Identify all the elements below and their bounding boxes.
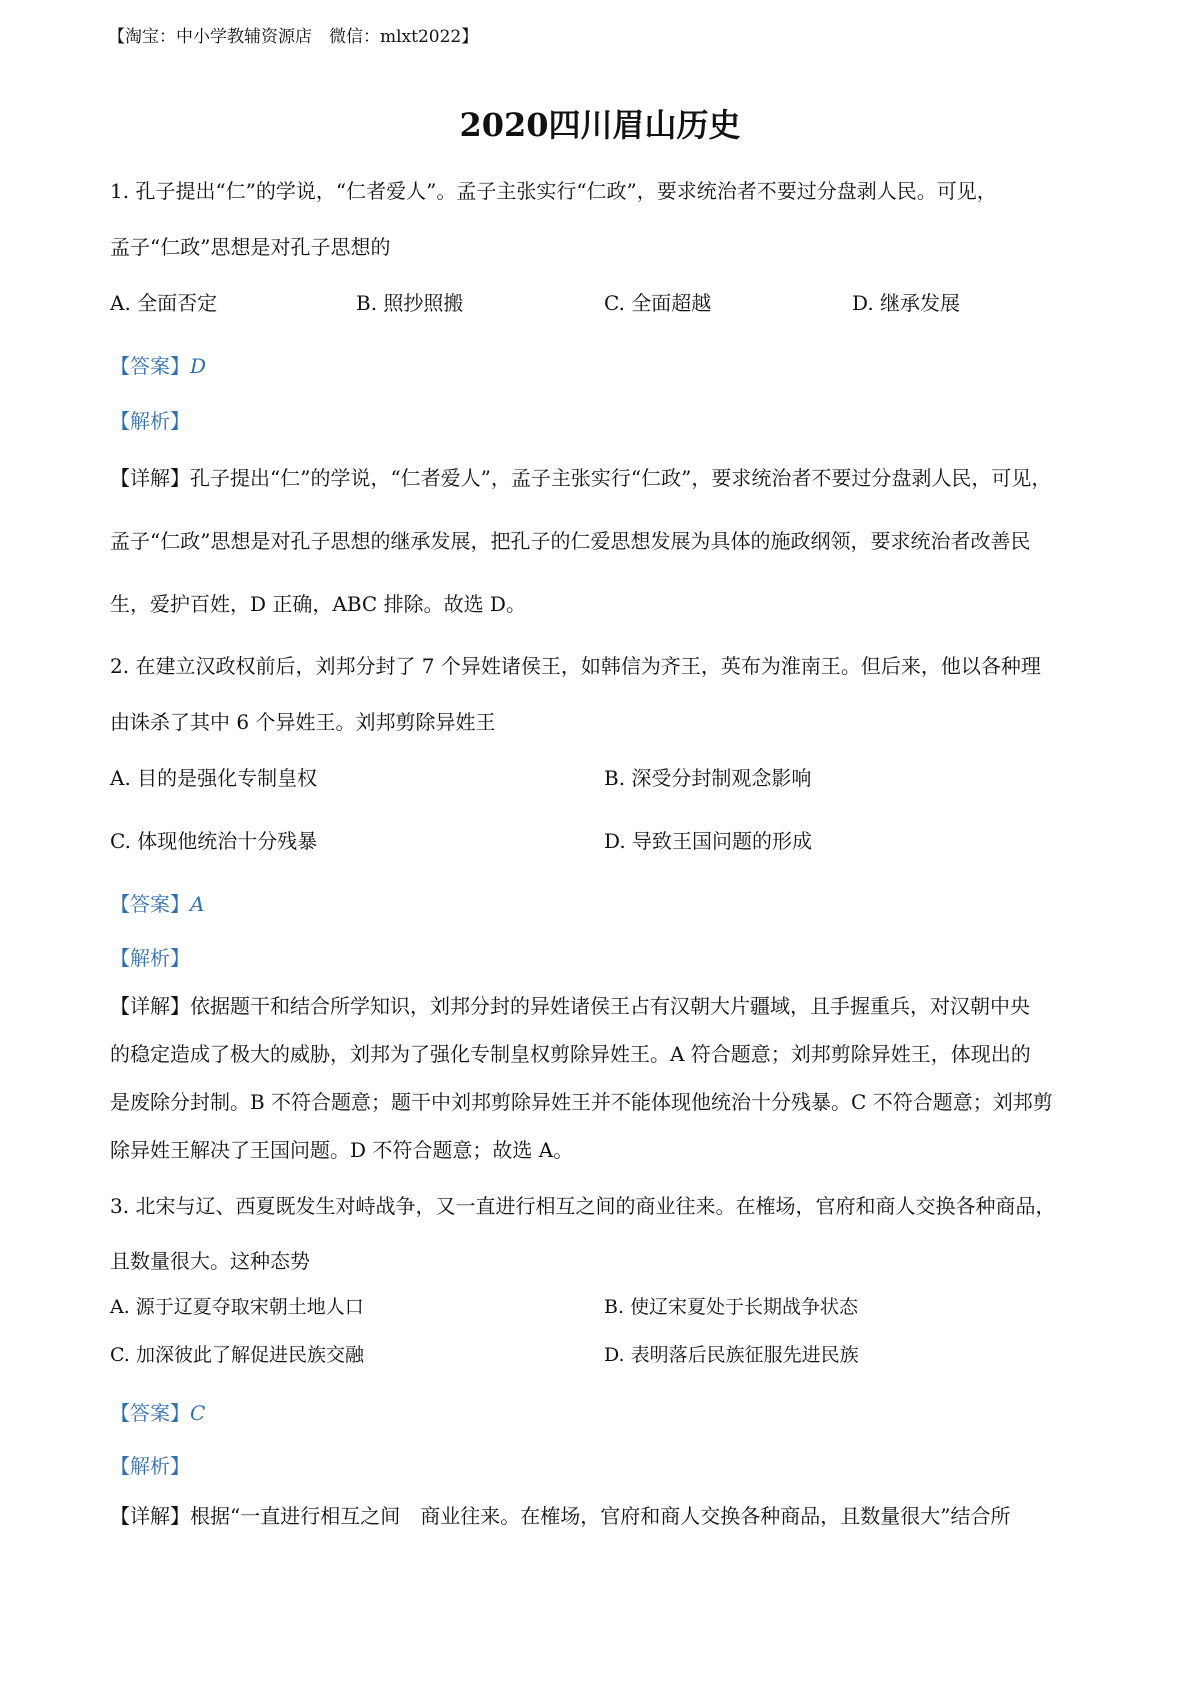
- answer-value: C: [190, 1401, 206, 1425]
- q2-option-a: A. 目的是强化专制皇权: [110, 766, 318, 790]
- q1-option-d: D. 继承发展: [852, 291, 961, 315]
- q3-stem-line1: 3. 北宋与辽、西夏既发生对峙战争，又一直进行相互之间的商业往来。在榷场，官府和商人交换各种商品，: [110, 1194, 1056, 1218]
- q2-detail-line1: 【详解】依据题干和结合所学知识，刘邦分封的异姓诸侯王占有汉朝大片疆域，且手握重兵，对汉朝中央: [110, 994, 1030, 1018]
- q2-option-b: B. 深受分封制观念影响: [604, 766, 812, 790]
- q3-option-c: C. 加深彼此了解促进民族交融: [110, 1344, 364, 1366]
- q1-stem-line1: 1. 孔子提出“仁”的学说，“仁者爱人”。孟子主张实行“仁政”，要求统治者不要过分盘剥人民。可见，: [110, 179, 997, 203]
- q3-option-b: B. 使辽宋夏处于长期战争状态: [604, 1296, 859, 1318]
- q1-option-a: A. 全面否定: [110, 291, 218, 315]
- q1-option-b: B. 照抄照搬: [356, 291, 464, 315]
- q3-stem-line2: 且数量很大。这种态势: [110, 1249, 310, 1273]
- q2-detail-line3: 是废除分封制。B 不符合题意；题干中刘邦剪除异姓王并不能体现他统治十分残暴。C 不符合题意；刘邦剪: [110, 1090, 1053, 1114]
- q1-answer: [110, 350, 206, 379]
- q2-option-d: D. 导致王国问题的形成: [604, 829, 813, 853]
- q2-analysis-label: 【解析】: [110, 946, 190, 970]
- q2-detail-line4: 除异姓王解决了王国问题。D 不符合题意；故选 A。: [110, 1138, 574, 1162]
- q3-analysis-label: 【解析】: [110, 1454, 190, 1478]
- answer-value: A: [190, 892, 205, 916]
- answer-label: 【答案】: [110, 892, 190, 916]
- q3-detail-line1: 【详解】根据“一直进行相互之间 商业往来。在榷场，官府和商人交换各种商品，且数量很大”结合所: [110, 1504, 1011, 1528]
- q1-stem-line2: 孟子“仁政”思想是对孔子思想的: [110, 235, 391, 259]
- q1-detail-line3: 生，爱护百姓，D 正确，ABC 排除。故选 D。: [110, 592, 526, 616]
- answer-value: D: [190, 354, 207, 378]
- q2-stem-line1: 2. 在建立汉政权前后，刘邦分封了 7 个异姓诸侯王，如韩信为齐王，英布为淮南王。但后来，他以各种理: [110, 654, 1041, 678]
- q2-option-c: C. 体现他统治十分残暴: [110, 829, 318, 853]
- answer-label: 【答案】: [110, 1401, 190, 1425]
- q2-detail-line2: 的稳定造成了极大的威胁，刘邦为了强化专制皇权剪除异姓王。A 符合题意；刘邦剪除异姓王，体现出的: [110, 1042, 1031, 1066]
- q1-detail-line2: 孟子“仁政”思想是对孔子思想的继承发展，把孔子的仁爱思想发展为具体的施政纲领，要求统治者改善民: [110, 529, 1031, 553]
- q1-analysis-label: 【解析】: [110, 409, 190, 433]
- q1-detail-line1: 【详解】孔子提出“仁”的学说，“仁者爱人”，孟子主张实行“仁政”，要求统治者不要过分盘剥人民，可见，: [110, 466, 1052, 490]
- page-title: 2020四川眉山历史: [459, 106, 741, 144]
- q3-answer: [110, 1397, 205, 1426]
- q3-option-a: A. 源于辽夏夺取宋朝土地人口: [110, 1296, 364, 1318]
- answer-label: 【答案】: [110, 354, 190, 378]
- q1-option-c: C. 全面超越: [604, 291, 712, 315]
- q2-answer: [110, 888, 204, 917]
- q2-stem-line2: 由诛杀了其中 6 个异姓王。刘邦剪除异姓王: [110, 710, 496, 734]
- page-header: 【淘宝：中小学教辅资源店 微信：mlxt2022】: [108, 27, 479, 47]
- q3-option-d: D. 表明落后民族征服先进民族: [604, 1344, 859, 1366]
